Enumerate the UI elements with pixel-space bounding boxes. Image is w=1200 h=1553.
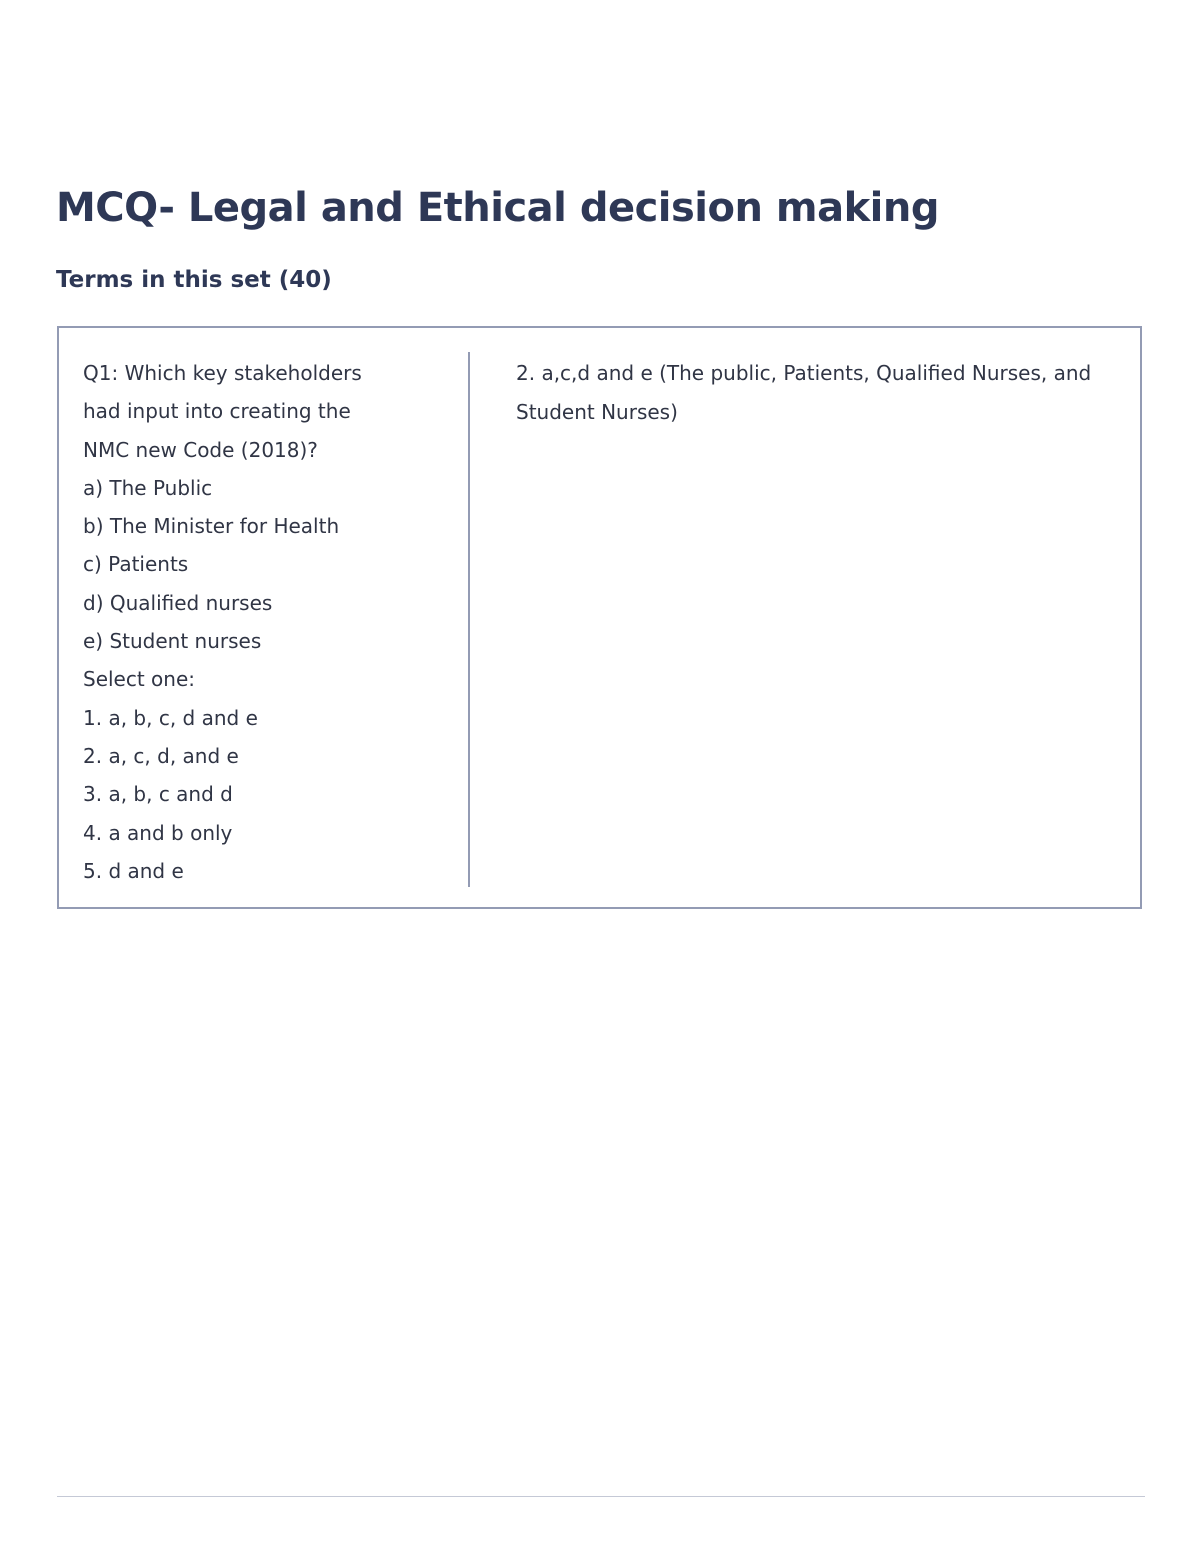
choice-line: 2. a, c, d, and e xyxy=(83,743,239,768)
choice-line: 4. a and b only xyxy=(83,820,233,845)
term-line: Q1: Which key stakeholders xyxy=(83,361,362,385)
choice-line: 1. a, b, c, d and e xyxy=(83,705,258,730)
footer-divider xyxy=(57,1496,1145,1497)
term-line: NMC new Code (2018)? xyxy=(83,437,318,462)
option-line: e) Student nurses xyxy=(83,629,262,654)
option-line: d) Qualified nurses xyxy=(83,590,273,615)
term-column xyxy=(83,354,453,890)
option-line: b) The Minister for Health xyxy=(83,514,340,539)
terms-count-heading: Terms in this set (40) xyxy=(56,267,332,293)
option-line: c) Patients xyxy=(83,552,189,577)
choice-line: 3. a, b, c and d xyxy=(83,782,233,807)
option-line: a) The Public xyxy=(83,475,213,500)
term-card xyxy=(57,326,1142,909)
definition-column xyxy=(516,354,1106,432)
select-prompt: Select one: xyxy=(83,667,196,692)
term-line: had input into creating the xyxy=(83,399,351,424)
definition-text: 2. a,c,d and e (The public, Patients, Qualified Nurses, and Student Nurses) xyxy=(516,361,1092,424)
page-title: MCQ- Legal and Ethical decision making xyxy=(56,185,939,231)
choice-line: 5. d and e xyxy=(83,858,184,883)
column-divider xyxy=(468,352,470,887)
